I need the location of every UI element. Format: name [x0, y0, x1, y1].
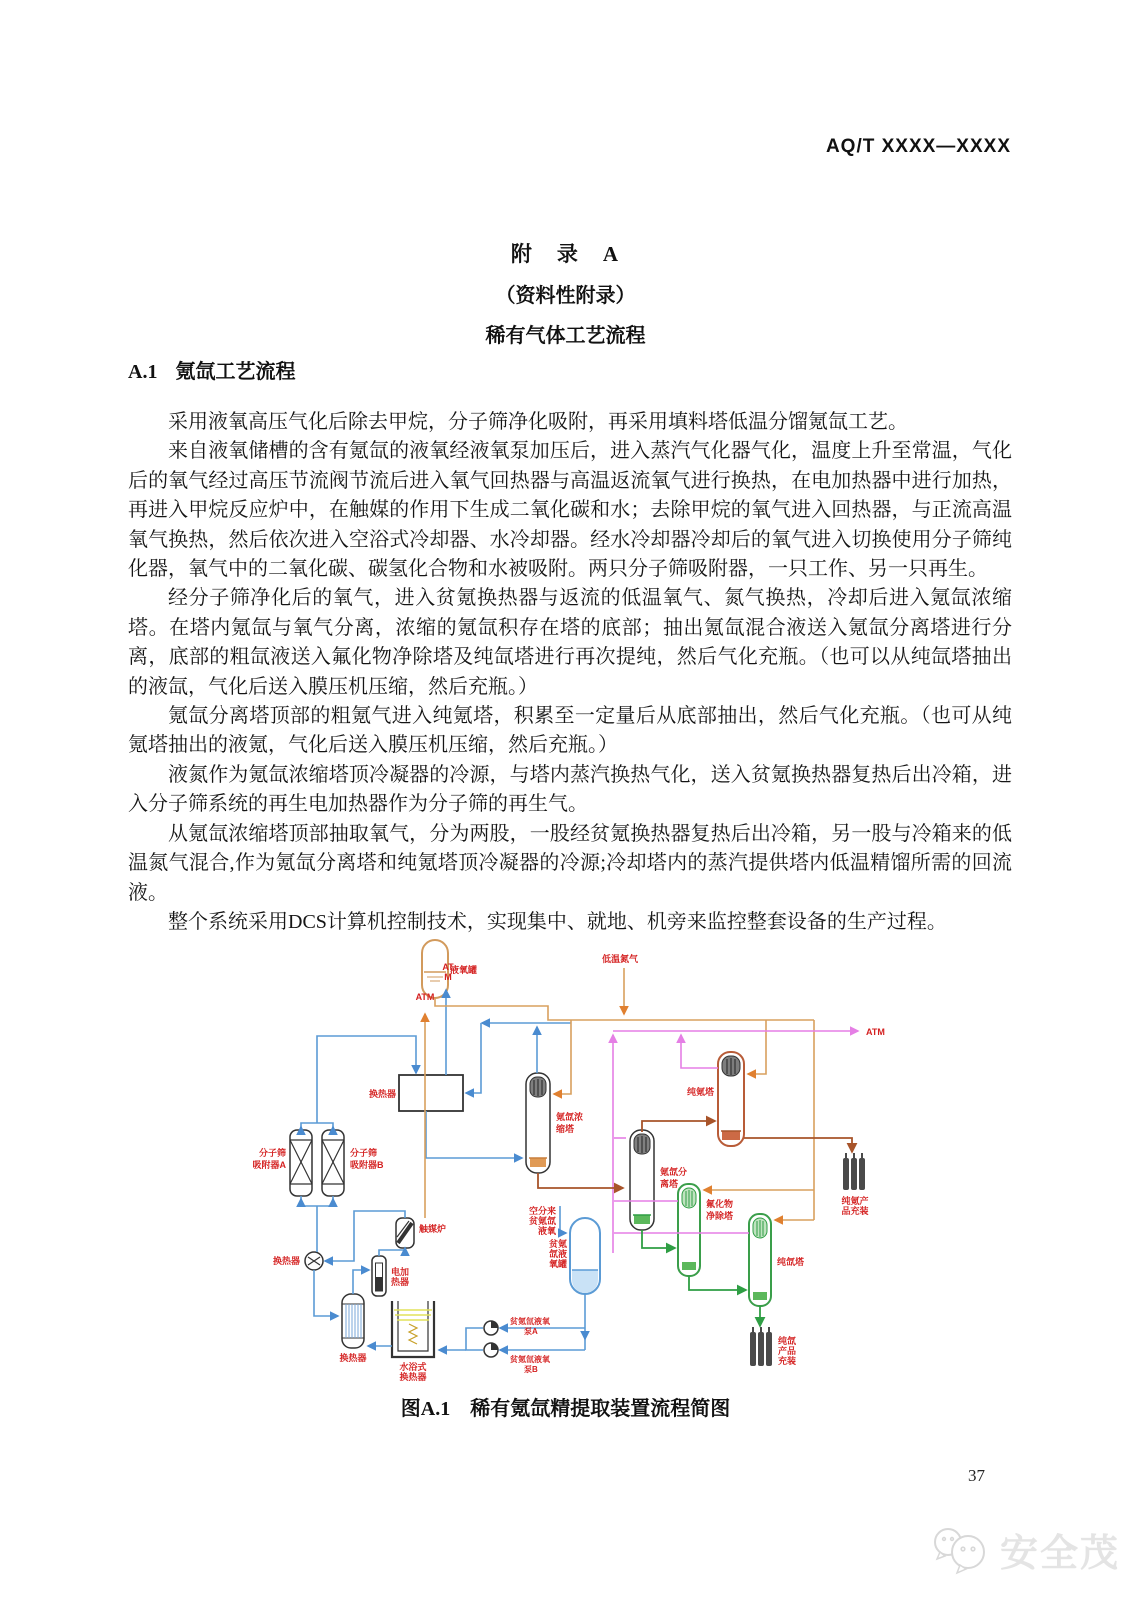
figure-caption: 图A.1 稀有氪氙精提取装置流程简图	[400, 1398, 731, 1420]
lean-tank-label: 氙液	[548, 1249, 567, 1259]
electric-heater-label: 电加	[391, 1267, 410, 1277]
paragraph: 来自液氧储槽的含有氪氙的液氧经液氧泵加压后，进入蒸汽气化器气化，温度上升至常温，气化后的氧气经过高压节流阀节流后进入氧气回热器与高温返流氧气进行换热，在电加热器中进行加热，再进入甲烷反应炉中，在触媒的作用下生成二氧化碳和水；去除甲烷的氧气进入回热器，与正流高温氧气换热，然后依次进入空浴式冷却器、水冷却器。经水冷却器冷却后的氧气进入切换使用分子筛纯化器，氧气中的二氧化碳、碳氢化合物和水被吸附。两只分子筛吸附器，一只工作、另一只再生。	[128, 440, 1012, 581]
catalyst-furnace-label: 触媒炉	[419, 1224, 447, 1234]
left-heat-exchanger	[305, 1252, 323, 1270]
bottom-heat-exchanger	[342, 1294, 364, 1348]
pure-kr-column-label: 纯氪塔	[686, 1087, 714, 1097]
ln2-inlet-label: 低温氮气	[602, 954, 639, 964]
process-flow-diagram	[226, 918, 908, 1390]
top-heat-exchanger	[399, 1075, 463, 1111]
doc-code: AQ/T XXXX—XXXX	[825, 136, 1011, 157]
pump-a-label: 泵A	[524, 1327, 538, 1336]
asu-feed-label: 液氧	[537, 1226, 556, 1236]
molecular-sieve-adsorber-b	[322, 1130, 344, 1196]
ms-a-label: 吸附器A	[252, 1160, 286, 1170]
ms-a-label: 分子筛	[258, 1148, 286, 1158]
hx-top-label: 换热器	[368, 1089, 396, 1099]
water-bath-label: 水浴式	[399, 1362, 427, 1372]
paragraph: 整个系统采用DCS计算机控制技术，实现集中、就地、机旁来监控整套设备的生产过程。	[168, 910, 947, 933]
molecular-sieve-adsorber-a	[290, 1130, 312, 1196]
hx-bottom-label: 换热器	[339, 1353, 367, 1363]
appendix-name: 稀有气体工艺流程	[485, 325, 646, 347]
pipes-nitrogen-tan	[425, 968, 814, 1220]
pump-a-label: 贫氪氙液氧	[510, 1317, 550, 1326]
lox-tank-label: 液氧罐	[450, 965, 478, 975]
pipes-krypton-brown	[538, 1121, 852, 1188]
xe-product-label: 纯氙	[778, 1336, 797, 1346]
electric-heater-label: 热器	[391, 1277, 410, 1287]
paragraph: 氪氙分离塔顶部的粗氪气进入纯氪塔，积累至一定量后从底部抽出，然后气化充瓶。（也可从纯氪塔抽出的液氪，气化后送入膜压机压缩，然后充瓶。）	[128, 705, 1012, 757]
paragraph: 采用液氧高压气化后除去甲烷，分子筛净化吸附，再采用填料塔低温分馏氪氙工艺。	[168, 411, 908, 433]
hx-left-label: 换热器	[272, 1256, 300, 1266]
water-bath-heat-exchanger	[392, 1301, 434, 1357]
paragraph: 液氮作为氪氙浓缩塔顶冷凝器的冷源，与塔内蒸汽换热气化，送入贫氪换热器复热后出冷箱，进入分子筛系统的再生电加热器作为分子筛的再生气。	[128, 763, 1012, 816]
atm-vent-brown-label: ATM	[415, 992, 435, 1002]
pure-xenon-column	[749, 1214, 771, 1306]
conc-column-label: 缩塔	[556, 1124, 575, 1134]
ms-b-label: 分子筛	[350, 1148, 378, 1158]
asu-feed-label: 贫氪氙	[528, 1216, 556, 1226]
sep-column-label: 氪氙分	[660, 1167, 688, 1177]
electric-heater	[372, 1256, 386, 1296]
fluoride-removal-column	[678, 1184, 700, 1276]
watermark-logo-icon	[930, 1524, 992, 1576]
ms-b-label: 吸附器B	[350, 1160, 384, 1170]
xenon-product-cylinders	[750, 1327, 772, 1366]
page-number: 37	[968, 1466, 985, 1485]
conc-column-label: 氪氙浓	[556, 1112, 584, 1122]
appendix-title: 附 录 A	[510, 242, 621, 266]
paragraph: 经分子筛净化后的氧气，进入贫氪换热器与返流的低温氧气、氮气换热，冷却后进入氪氙浓缩塔。在塔内氪氙与氧气分离，浓缩的氪氙积存在塔的底部；抽出氪氙混合液送入氪氙分离塔进行分离，底部的粗氙液送入氟化物净除塔及纯氙塔进行再次提纯，然后气化充瓶。（也可以从纯氙塔抽出的液氙，气化后送入膜压机压缩，然后充瓶。）	[128, 587, 1012, 698]
atm-vent-blue-label: M	[444, 972, 452, 982]
atm-vent-blue-label: AT	[442, 962, 454, 972]
lean-tank-label: 贫氪	[548, 1239, 567, 1249]
xe-product-label: 产品	[778, 1346, 797, 1356]
appendix-title-block	[0, 238, 1131, 348]
lean-tank-label: 氧罐	[548, 1259, 567, 1269]
krxe-concentration-column	[526, 1073, 550, 1173]
pump-b-label: 贫氪氙液氧	[510, 1355, 550, 1364]
watermark	[930, 1522, 1120, 1577]
watermark-text: 安全茂	[1000, 1533, 1121, 1575]
paragraph: 从氪氙浓缩塔顶部抽取氧气，分为两股，一股经贫氪换热器复热后出冷箱，另一股与冷箱来的低温氮气混合,作为氪氙分离塔和纯氪塔顶冷凝器的冷源;冷却塔内的蒸汽提供塔内低温精馏所需的回流液。	[128, 822, 1012, 904]
xe-product-label: 充装	[778, 1356, 797, 1366]
krypton-product-cylinders	[843, 1153, 865, 1190]
lean-lox-tank	[570, 1218, 600, 1294]
fluoride-column-label: 净除塔	[706, 1211, 734, 1221]
kr-product-label: 品充装	[841, 1206, 869, 1216]
asu-feed-label: 空分来	[528, 1206, 556, 1216]
section-title: 氪氙工艺流程	[175, 361, 296, 383]
section-number: A.1	[128, 361, 158, 383]
kr-product-label: 纯氪产	[841, 1196, 869, 1206]
krxe-separation-column	[630, 1130, 654, 1230]
pure-krypton-column	[718, 1052, 744, 1146]
appendix-subtitle: （资料性附录）	[495, 285, 636, 307]
water-bath-label: 换热器	[399, 1372, 427, 1382]
pump-b-label: 泵B	[524, 1365, 538, 1374]
section-heading	[128, 355, 295, 384]
fluoride-column-label: 氟化物	[706, 1199, 734, 1209]
catalyst-furnace	[396, 1218, 414, 1248]
lean-lox-pump-a	[484, 1321, 498, 1335]
sep-column-label: 离塔	[660, 1179, 679, 1189]
lean-lox-pump-b	[484, 1343, 498, 1357]
pure-xe-column-label: 纯氙塔	[777, 1257, 805, 1267]
body-text	[128, 408, 1012, 937]
atm-right-label: ATM	[866, 1027, 885, 1037]
